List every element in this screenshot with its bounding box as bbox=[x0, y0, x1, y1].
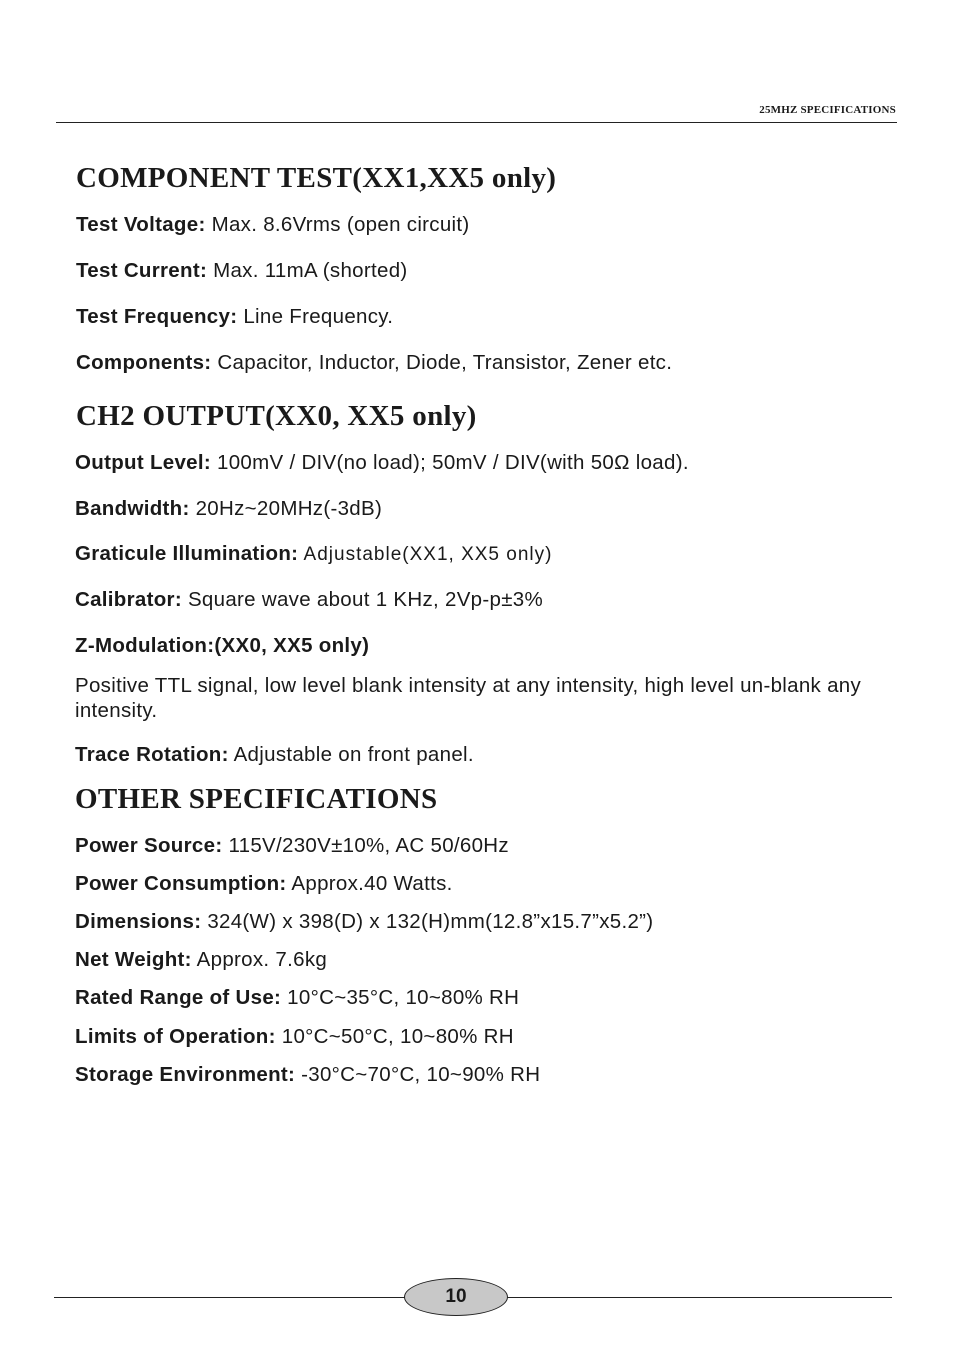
spec-power-consumption bbox=[75, 872, 453, 896]
spec-value: 20Hz~20MHz(-3dB) bbox=[189, 497, 383, 520]
spec-output-level bbox=[75, 451, 689, 475]
spec-value: Square wave about 1 KHz, 2Vp-p±3% bbox=[181, 588, 543, 611]
spec-label: Test Current: bbox=[76, 259, 208, 282]
spec-test-current bbox=[76, 259, 408, 283]
spec-components bbox=[76, 351, 672, 375]
spec-value: Approx.40 Watts. bbox=[286, 872, 453, 895]
spec-label: Storage Environment: bbox=[75, 1063, 296, 1086]
running-head: 25MHZ SPECIFICATIONS bbox=[759, 104, 896, 116]
page-number: 10 bbox=[445, 1286, 467, 1307]
spec-label: Net Weight: bbox=[75, 948, 192, 971]
section-title-ch2-output: CH2 OUTPUT(XX0, XX5 only) bbox=[76, 400, 477, 432]
spec-value: 100mV / DIV(no load); 50mV / DIV(with 50Ω load). bbox=[211, 451, 689, 474]
spec-net-weight bbox=[75, 948, 327, 972]
spec-value: Adjustable(XX1, XX5 only) bbox=[298, 544, 553, 565]
spec-limits-of-operation bbox=[75, 1025, 514, 1049]
spec-z-modulation-label bbox=[75, 634, 369, 658]
spec-label: Z-Modulation:(XX0, XX5 only) bbox=[75, 634, 370, 657]
spec-test-frequency bbox=[76, 305, 393, 329]
spec-value: Line Frequency. bbox=[237, 305, 394, 328]
spec-value: 10°C~50°C, 10~80% RH bbox=[275, 1025, 514, 1048]
section-title-component-test: COMPONENT TEST(XX1,XX5 only) bbox=[76, 162, 557, 194]
spec-bandwidth bbox=[75, 497, 382, 521]
spec-rated-range-of-use bbox=[75, 986, 519, 1010]
spec-value: 115V/230V±10%, AC 50/60Hz bbox=[222, 834, 509, 857]
spec-label: Bandwidth: bbox=[75, 497, 190, 520]
spec-label: Test Frequency: bbox=[76, 305, 238, 328]
spec-label: Test Voltage: bbox=[76, 213, 206, 236]
spec-value: 324(W) x 398(D) x 132(H)mm(12.8”x15.7”x5.2”) bbox=[201, 910, 654, 933]
spec-label: Components: bbox=[76, 351, 212, 374]
spec-label: Limits of Operation: bbox=[75, 1025, 276, 1048]
spec-label: Calibrator: bbox=[75, 588, 182, 611]
spec-value: Capacitor, Inductor, Diode, Transistor, Zener etc. bbox=[211, 351, 673, 374]
spec-value: -30°C~70°C, 10~90% RH bbox=[295, 1063, 541, 1086]
spec-label: Graticule Illumination: bbox=[75, 542, 299, 565]
spec-trace-rotation bbox=[75, 743, 474, 767]
z-modulation-text: Positive TTL signal, low level blank intensity at any intensity, high level un-blank any intensity. bbox=[75, 674, 862, 722]
spec-label: Rated Range of Use: bbox=[75, 986, 282, 1009]
spec-value: Max. 8.6Vrms (open circuit) bbox=[205, 213, 470, 236]
spec-value: Max. 11mA (shorted) bbox=[207, 259, 408, 282]
spec-label: Power Source: bbox=[75, 834, 223, 857]
spec-label: Trace Rotation: bbox=[75, 743, 229, 766]
spec-value: Approx. 7.6kg bbox=[191, 948, 328, 971]
header-rule bbox=[56, 122, 897, 123]
section-title-other-specifications: OTHER SPECIFICATIONS bbox=[75, 783, 438, 815]
spec-test-voltage bbox=[76, 213, 470, 237]
spec-graticule-illumination bbox=[75, 542, 552, 566]
page-number-badge bbox=[404, 1278, 508, 1316]
spec-calibrator bbox=[75, 588, 543, 612]
spec-label: Power Consumption: bbox=[75, 872, 287, 895]
spec-value: Adjustable on front panel. bbox=[228, 743, 474, 766]
spec-label: Dimensions: bbox=[75, 910, 202, 933]
spec-power-source bbox=[75, 834, 509, 858]
spec-label: Output Level: bbox=[75, 451, 212, 474]
spec-value: 10°C~35°C, 10~80% RH bbox=[281, 986, 520, 1009]
spec-storage-environment bbox=[75, 1063, 540, 1087]
spec-dimensions bbox=[75, 910, 653, 934]
